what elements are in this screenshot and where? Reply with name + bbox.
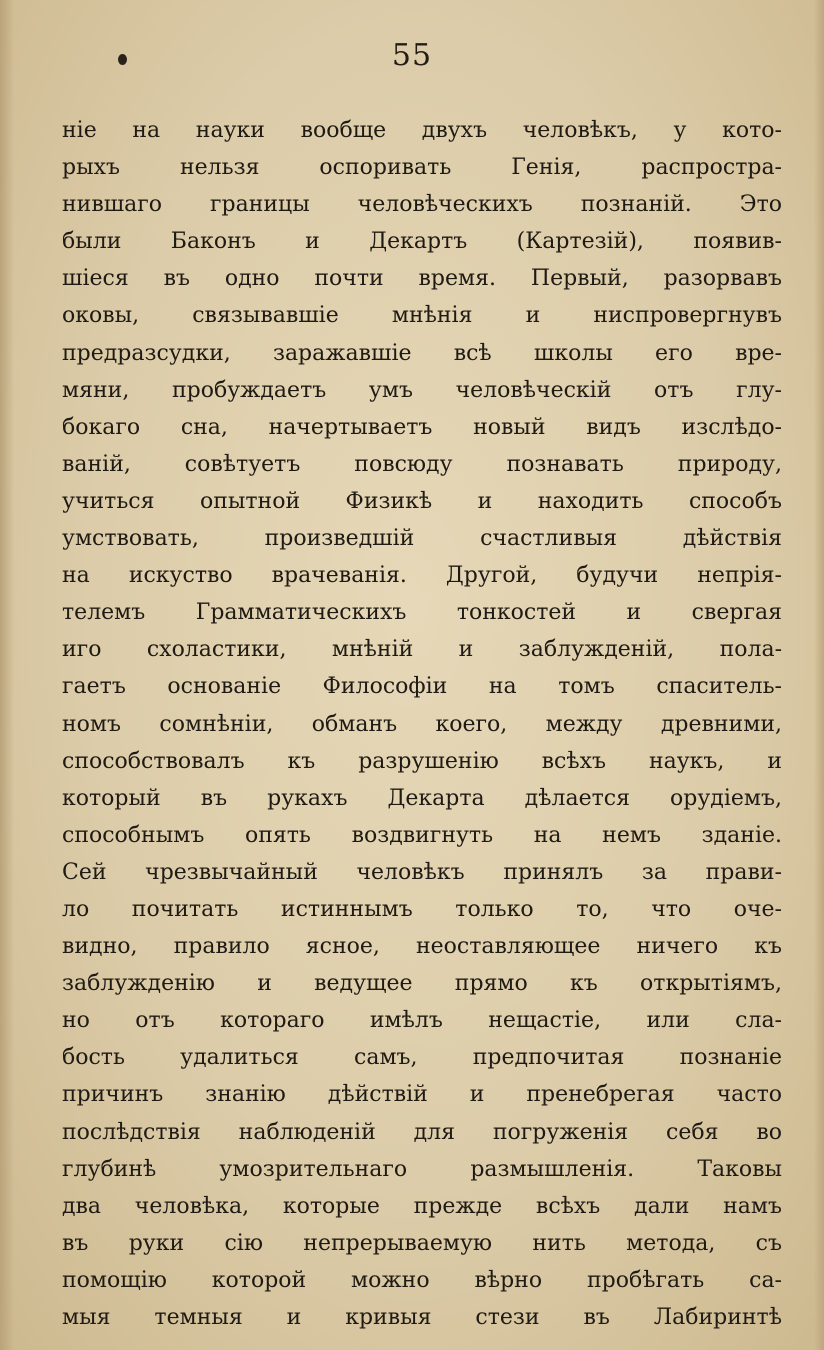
text-line: заблужденiю и ведущее прямо къ открытiямъ, <box>62 971 782 997</box>
text-line: причинъ знанiю дѣйствiй и пренебрегая часто <box>62 1082 782 1108</box>
text-line: были Баконъ и Декартъ (Картезiй), появив- <box>62 229 782 255</box>
text-line: умствовать, произведшiй счастливыя дѣйствiя <box>62 526 782 552</box>
text-line: предразсудки, заражавшiе всѣ школы его вре- <box>62 340 782 366</box>
text-line: послѣдствiя наблюденiй для погруженiя себя во <box>62 1119 782 1145</box>
text-line: оковы, связывавшiе мнѣнiя и ниспровергнувъ <box>62 303 782 329</box>
text-line: мяни, пробуждаетъ умъ человѣческiй отъ глу- <box>62 377 782 403</box>
text-line: но отъ котораго имѣлъ нещастiе, или сла- <box>62 1008 782 1034</box>
text-line: ло почитать истиннымъ только то, что оче- <box>62 896 782 922</box>
text-line: который въ рукахъ Декарта дѣлается орудiемъ, <box>62 785 782 811</box>
text-line: бокаго сна, начертываетъ новый видъ изслѣдо- <box>62 414 782 440</box>
text-line: телемъ Грамматическихъ тонкостей и свергая <box>62 600 782 626</box>
text-line: ванiй, совѣтуетъ повсюду познавать природу, <box>62 451 782 477</box>
page-number: 55 <box>391 38 433 73</box>
text-line: шiеся въ одно почти время. Первый, разорвавъ <box>62 266 782 292</box>
text-line: глубинѣ умозрительнаго размышленiя. Таковы <box>62 1156 782 1182</box>
text-line: мыя темныя и кривыя стези въ Лабиринтѣ <box>62 1305 782 1330</box>
text-line: гаетъ основанiе Философiи на томъ спаситель- <box>62 674 782 700</box>
body-text <box>62 112 782 1336</box>
text-line: два человѣка, которые прежде всѣхъ дали намъ <box>62 1193 782 1219</box>
page-edge-shadow-right <box>814 0 824 1350</box>
text-line: учиться опытной Физикѣ и находить способъ <box>62 488 782 514</box>
text-line: въ руки сiю непрерываемую нить метода, съ <box>62 1230 782 1256</box>
text-line: нiе на науки вообще двухъ человѣкъ, у кото- <box>62 118 782 143</box>
text-line: номъ сомнѣнiи, обманъ коего, между древними, <box>62 711 782 737</box>
text-line: видно, правило ясное, неоставляющее ничего къ <box>62 934 782 960</box>
page-edge-shadow-left <box>0 0 14 1350</box>
text-line: нившаго границы человѣческихъ познанiй. Это <box>62 192 782 218</box>
text-line: иго схоластики, мнѣнiй и заблужденiй, пола- <box>62 637 782 663</box>
text-line: способнымъ опять воздвигнуть на немъ зданiе. <box>62 822 782 848</box>
text-line: бость удалиться самъ, предпочитая познанiе <box>62 1045 782 1071</box>
text-line: способствовалъ къ разрушенiю всѣхъ наукъ, и <box>62 748 782 774</box>
text-line: рыхъ нельзя оспоривать Генiя, распростра- <box>62 155 782 181</box>
text-line: Сей чрезвычайный человѣкъ принялъ за прави- <box>62 859 782 885</box>
text-line: на искуство врачеванiя. Другой, будучи непрiя- <box>62 563 782 589</box>
text-line: помощiю которой можно вѣрно пробѣгать са- <box>62 1267 782 1293</box>
